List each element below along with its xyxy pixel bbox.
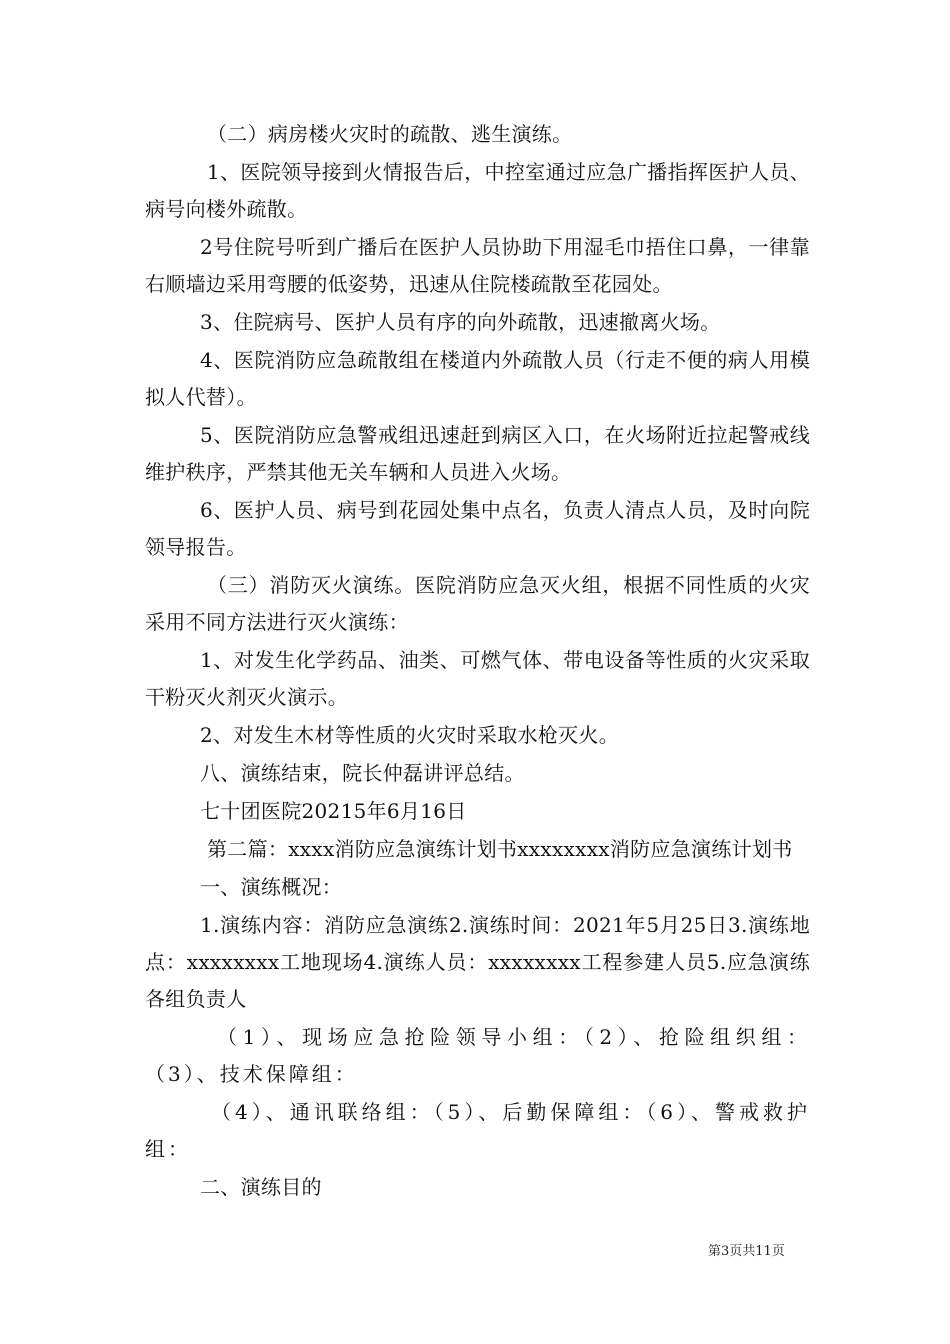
paragraph-step-4: 4、医院消防应急疏散组在楼道内外疏散人员（行走不便的病人用模拟人代替）。 bbox=[145, 348, 810, 409]
paragraph-section-2-heading: （二）病房楼火灾时的疏散、逃生演练。 bbox=[207, 122, 573, 146]
paragraph-conclusion: 八、演练结束，院长仲磊讲评总结。 bbox=[200, 761, 525, 785]
paragraph-overview-details: 1.演练内容：消防应急演练2.演练时间：2021年5月25日3.演练地点：xxxxxxxx工地现场4.演练人员：xxxxxxxx工程参建人员5.应急演练各组负责人 bbox=[145, 913, 810, 1011]
paragraph-step-2: 2号住院号听到广播后在医护人员协助下用湿毛巾捂住口鼻，一律靠右顺墙边采用弯腰的低姿势，迅速从住院楼疏散至花园处。 bbox=[145, 235, 810, 296]
paragraph-step-6: 6、医护人员、病号到花园处集中点名，负责人清点人员，及时向院领导报告。 bbox=[145, 498, 810, 559]
paragraph-groups-2: （4）、通讯联络组：（5）、后勤保障组：（6）、警戒救护组： bbox=[145, 1100, 810, 1161]
paragraph-step-1: 1、医院领导接到火情报告后，中控室通过应急广播指挥医护人员、病号向楼外疏散。 bbox=[145, 160, 810, 221]
document-body bbox=[145, 116, 810, 1206]
paragraph-fire-method-2: 2、对发生木材等性质的火灾时采取水枪灭火。 bbox=[200, 723, 620, 747]
page-number-footer: 第3页共11页 bbox=[708, 1244, 785, 1259]
paragraph-section-3-heading: （三）消防灭火演练。医院消防应急灭火组，根据不同性质的火灾采用不同方法进行灭火演练： bbox=[145, 573, 810, 634]
paragraph-step-3: 3、住院病号、医护人员有序的向外疏散，迅速撤离火场。 bbox=[200, 310, 721, 334]
paragraph-signature-date: 七十团医院20215年6月16日 bbox=[200, 799, 467, 823]
paragraph-part-2-title: 第二篇：xxxx消防应急演练计划书xxxxxxxx消防应急演练计划书 bbox=[207, 837, 793, 861]
paragraph-purpose-heading: 二、演练目的 bbox=[200, 1175, 322, 1199]
paragraph-groups-1: （1）、现场应急抢险领导小组：（2）、抢险组织组：（3）、技术保障组： bbox=[145, 1025, 810, 1086]
paragraph-overview-heading: 一、演练概况： bbox=[200, 875, 343, 899]
paragraph-fire-method-1: 1、对发生化学药品、油类、可燃气体、带电设备等性质的火灾采取干粉灭火剂灭火演示。 bbox=[145, 648, 810, 709]
paragraph-step-5: 5、医院消防应急警戒组迅速赶到病区入口，在火场附近拉起警戒线维护秩序，严禁其他无关车辆和人员进入火场。 bbox=[145, 423, 810, 484]
